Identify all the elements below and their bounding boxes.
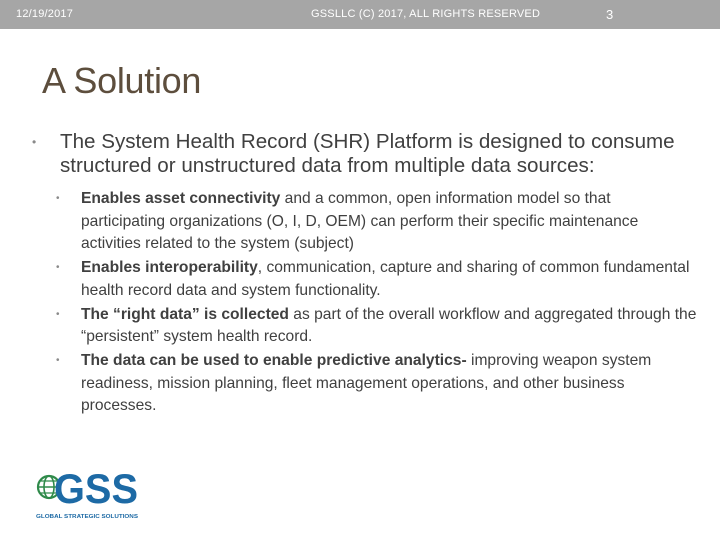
- header-bar: [0, 0, 720, 29]
- logo-text: GSS: [54, 465, 138, 512]
- copyright-text: GSSLLC (C) 2017, ALL RIGHTS RESERVED: [311, 8, 541, 20]
- sub-bullet-list: [30, 188, 698, 418]
- bullet-icon: •: [56, 193, 60, 204]
- sub-bullet-emphasis: The data can be used to enable predictive analytics-: [81, 352, 467, 369]
- bullet-icon: •: [56, 355, 60, 366]
- logo-tagline: GLOBAL STRATEGIC SOLUTIONS: [36, 514, 139, 520]
- sub-bullet-rest: as part of the overall workflow and aggregated through the “persistent” system health record.: [81, 305, 697, 345]
- sub-bullet: [54, 188, 698, 256]
- sub-bullet-text: [81, 188, 698, 256]
- sub-bullet-rest: improving weapon system readiness, mission planning, fleet management operations, and other business processes.: [81, 352, 652, 414]
- sub-bullet: [54, 350, 698, 418]
- slide-body: [30, 130, 698, 419]
- sub-bullet-text: [81, 257, 698, 302]
- gss-logo: [34, 465, 142, 521]
- sub-bullet-text: [81, 304, 698, 349]
- slide-date: 12/19/2017: [16, 8, 74, 20]
- slide-title: A Solution: [42, 60, 202, 101]
- sub-bullet-rest: and a common, open information model so that participating organizations (O, I, D, OEM) can perform their specific maintenance activities related to the system (subject): [81, 190, 639, 252]
- main-bullet: [30, 130, 698, 178]
- bullet-icon: •: [32, 135, 37, 149]
- sub-bullet-emphasis: Enables interoperability: [81, 259, 258, 276]
- page-number: 3: [606, 7, 614, 22]
- sub-bullet: [54, 304, 698, 349]
- bullet-icon: •: [56, 262, 60, 273]
- bullet-icon: •: [56, 308, 60, 320]
- sub-bullet-emphasis: The “right data” is collected: [81, 305, 289, 323]
- sub-bullet-rest: , communication, capture and sharing of common fundamental health record data and system functionality.: [81, 259, 690, 299]
- sub-bullet-text: [81, 350, 698, 418]
- main-bullet-text: The System Health Record (SHR) Platform is designed to consume structured or unstructured data from multiple data sources:: [60, 130, 675, 177]
- sub-bullet-emphasis: Enables asset connectivity: [81, 190, 281, 207]
- sub-bullet: [54, 257, 698, 302]
